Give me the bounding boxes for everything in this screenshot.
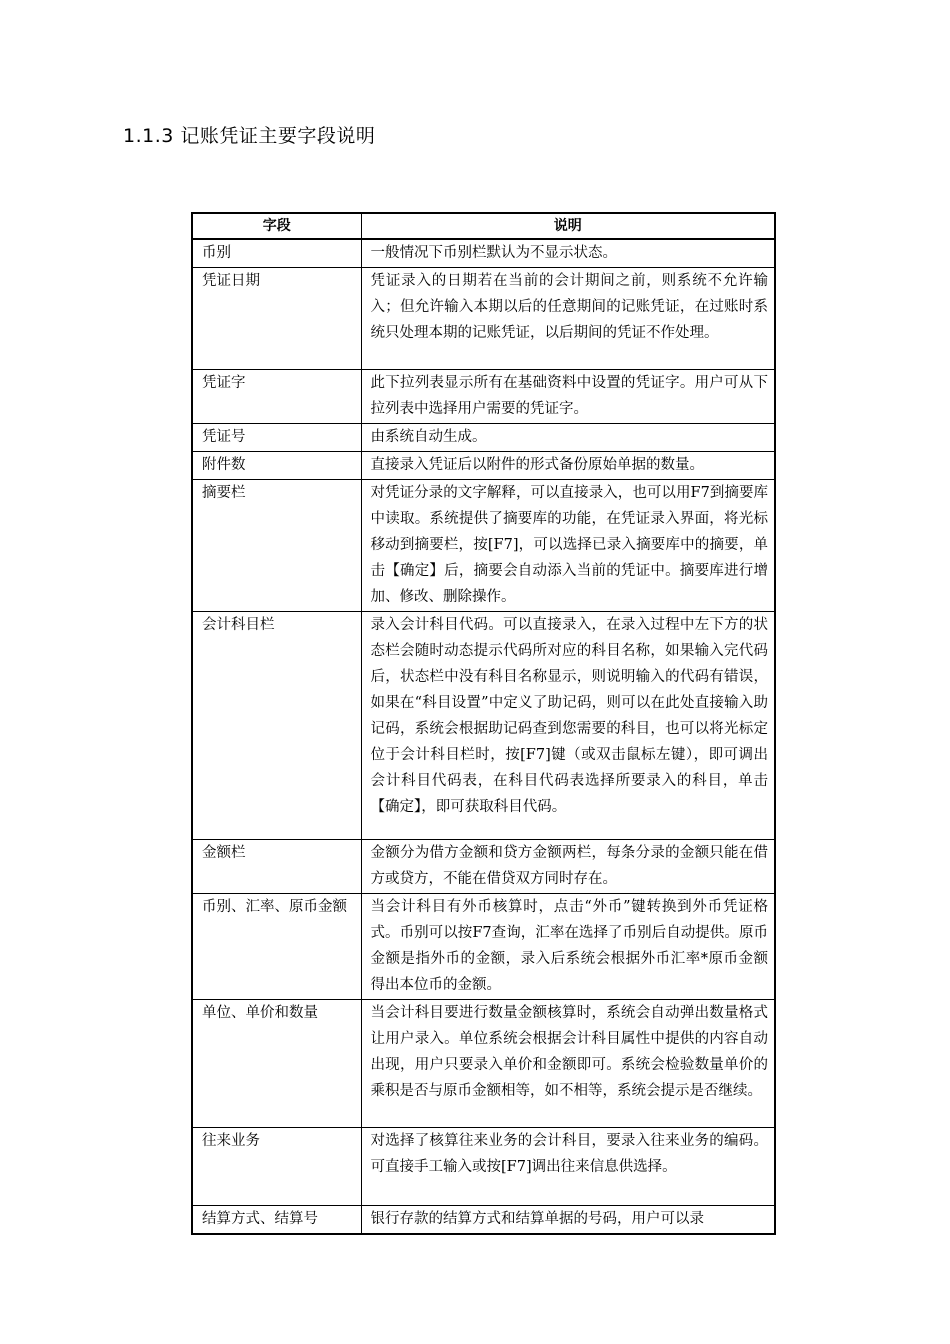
field-name: 附件数 <box>192 452 361 480</box>
field-description: 金额分为借方金额和贷方金额两栏，每条分录的金额只能在借方或贷方，不能在借贷双方同时存在。 <box>361 840 775 894</box>
table-row <box>192 1000 775 1128</box>
field-description: 由系统自动生成。 <box>361 424 775 452</box>
field-description: 当会计科目要进行数量金额核算时，系统会自动弹出数量格式让用户录入。单位系统会根据会计科目属性中提供的内容自动出现，用户只要录入单价和金额即可。系统会检验数量单价的乘积是否与原币金额相等，如不相等，系统会提示是否继续。 <box>361 1000 775 1128</box>
table-row <box>192 370 775 424</box>
field-name: 单位、单价和数量 <box>192 1000 361 1128</box>
field-description: 对凭证分录的文字解释，可以直接录入，也可以用F7到摘要库中读取。系统提供了摘要库的功能，在凭证录入界面，将光标移动到摘要栏，按[F7]，可以选择已录入摘要库中的摘要，单击【确定】后，摘要会自动添入当前的凭证中。摘要库进行增加、修改、删除操作。 <box>361 480 775 612</box>
field-name: 金额栏 <box>192 840 361 894</box>
field-description: 直接录入凭证后以附件的形式备份原始单据的数量。 <box>361 452 775 480</box>
table-header-row <box>192 213 775 239</box>
field-name: 凭证字 <box>192 370 361 424</box>
field-name: 结算方式、结算号 <box>192 1206 361 1235</box>
field-description: 当会计科目有外币核算时，点击“外币”键转换到外币凭证格式。币别可以按F7查询，汇率在选择了币别后自动提供。原币金额是指外币的金额，录入后系统会根据外币汇率*原币金额得出本位币的金额。 <box>361 894 775 1000</box>
table-row <box>192 268 775 370</box>
field-name: 币别、汇率、原币金额 <box>192 894 361 1000</box>
column-header-field: 字段 <box>192 213 361 239</box>
field-description: 此下拉列表显示所有在基础资料中设置的凭证字。用户可从下拉列表中选择用户需要的凭证字。 <box>361 370 775 424</box>
field-description: 对选择了核算往来业务的会计科目，要录入往来业务的编码。可直接手工输入或按[F7]调出往来信息供选择。 <box>361 1128 775 1206</box>
table-row <box>192 840 775 894</box>
field-description: 录入会计科目代码。可以直接录入，在录入过程中左下方的状态栏会随时动态提示代码所对应的科目名称，如果输入完代码后，状态栏中没有科目名称显示，则说明输入的代码有错误，如果在“科目设置”中定义了助记码，则可以在此处直接输入助记码，系统会根据助记码查到您需要的科目，也可以将光标定位于会计科目栏时，按[F7]键（或双击鼠标左键），即可调出会计科目代码表，在科目代码表选择所要录入的科目，单击【确定】，即可获取科目代码。 <box>361 612 775 840</box>
table-row <box>192 452 775 480</box>
field-name: 币别 <box>192 239 361 268</box>
section-heading: 1.1.3 记账凭证主要字段说明 <box>123 125 376 147</box>
field-description-table <box>191 212 776 1235</box>
table-row <box>192 894 775 1000</box>
column-header-description: 说明 <box>361 213 775 239</box>
field-description: 凭证录入的日期若在当前的会计期间之前，则系统不允许输入；但允许输入本期以后的任意期间的记账凭证，在过账时系统只处理本期的记账凭证，以后期间的凭证不作处理。 <box>361 268 775 370</box>
table-row <box>192 1206 775 1235</box>
field-description: 银行存款的结算方式和结算单据的号码，用户可以录 <box>361 1206 775 1235</box>
table-row <box>192 1128 775 1206</box>
field-description: 一般情况下币别栏默认为不显示状态。 <box>361 239 775 268</box>
field-name: 凭证号 <box>192 424 361 452</box>
field-name: 摘要栏 <box>192 480 361 612</box>
table-row <box>192 480 775 612</box>
field-name: 往来业务 <box>192 1128 361 1206</box>
field-name: 会计科目栏 <box>192 612 361 840</box>
table-row <box>192 239 775 268</box>
table-row <box>192 424 775 452</box>
table-row <box>192 612 775 840</box>
field-name: 凭证日期 <box>192 268 361 370</box>
